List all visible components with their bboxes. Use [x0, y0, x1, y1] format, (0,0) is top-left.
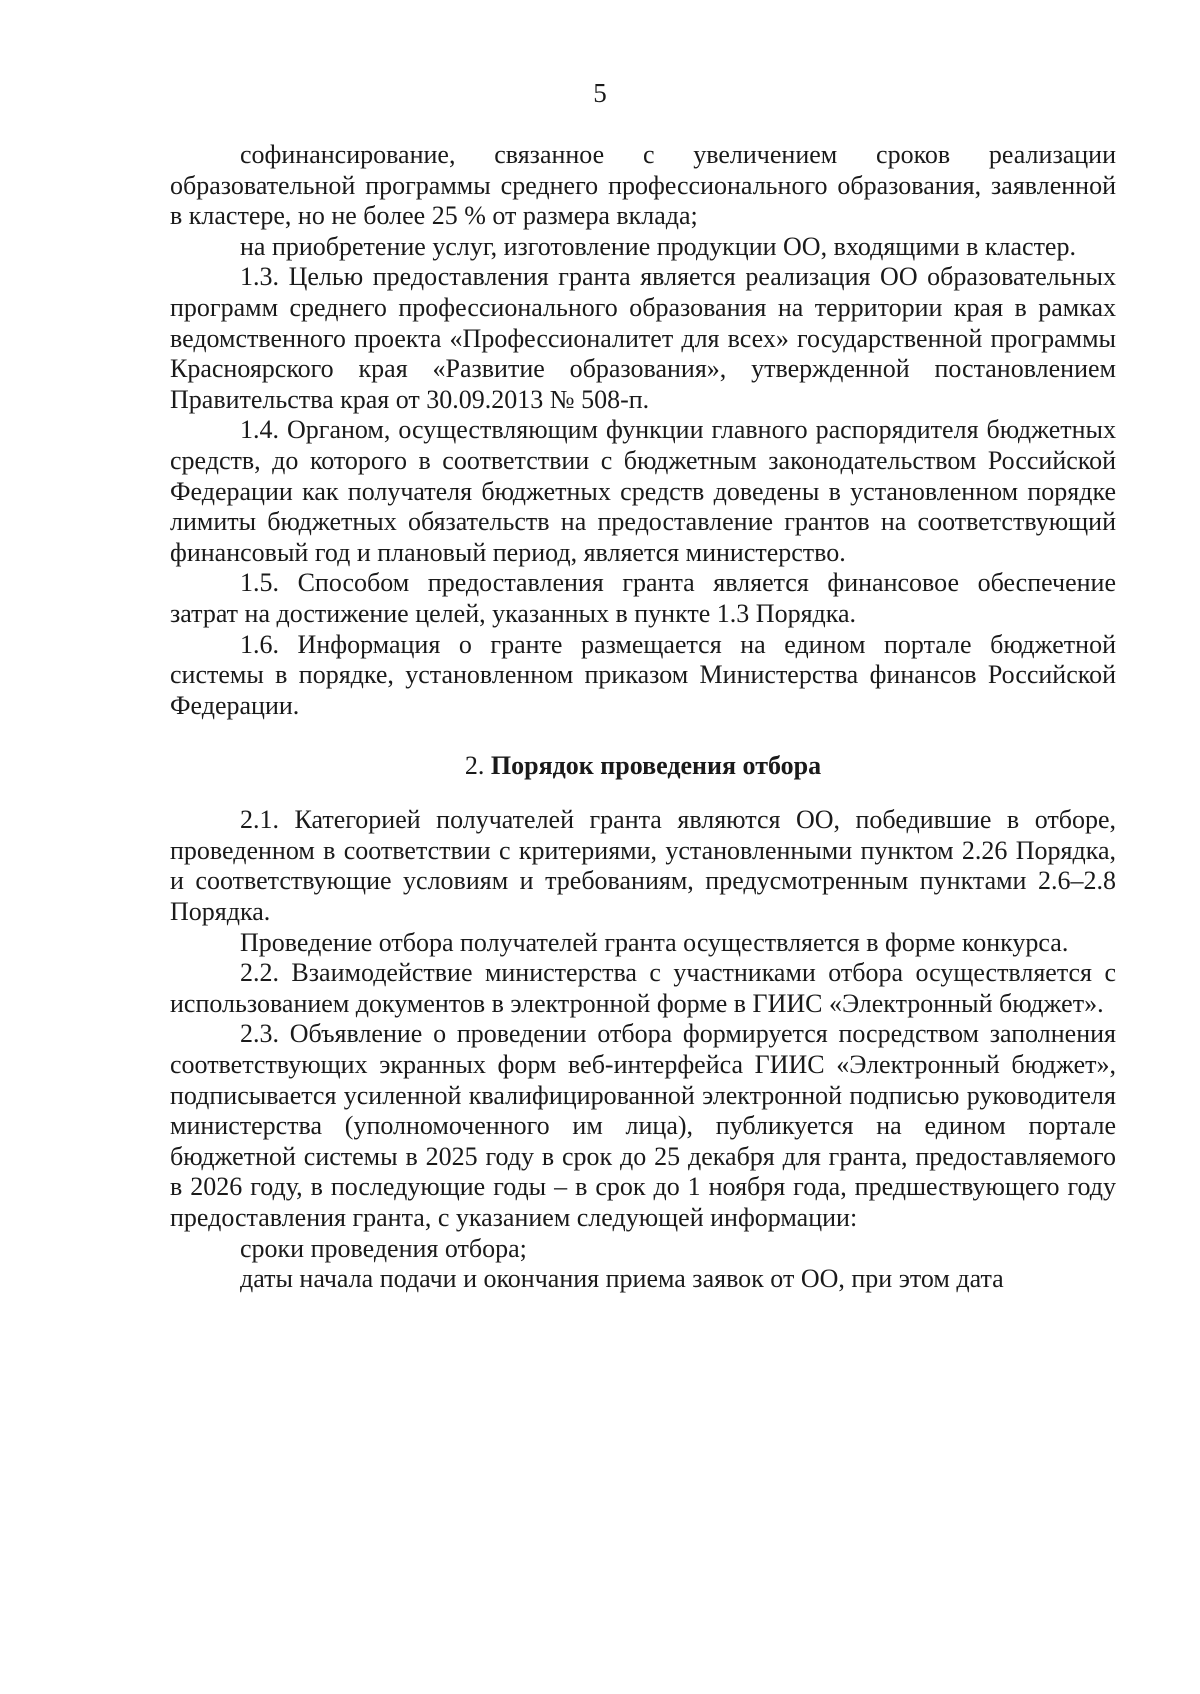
paragraph-selection-form: Проведение отбора получателей гранта осуществляется в форме конкурса. — [240, 927, 1069, 957]
paragraph-1-4: 1.4. Органом, осуществляющим функции главного распорядителя бюджетных средств, до которого в соответствии с бюджетным законодательством Российской Федерации как получателя бюджетных средств доведены в установленном порядке лимиты бюджетных обязательств на предоставление грантов на соответствующий финансовый год и плановый период, является министерство. — [170, 415, 1116, 567]
document-body — [170, 140, 1116, 1295]
paragraph-2-3: 2.3. Объявление о проведении отбора формируется посредством заполнения соответствующих экранных форм веб-интерфейса ГИИС «Электронный бюджет», подписывается усиленной квалифицированной электронной подписью руководителя министерства (уполномоченного им лица), публикуется на едином портале бюджетной системы в 2025 году в срок до 25 декабря для гранта, предоставляемого в 2026 году, в последующие годы – в срок до 1 ноября года, предшествующего году предоставления гранта, с указанием следующей информации: — [170, 1019, 1116, 1232]
paragraph-services-purchase: на приобретение услуг, изготовление продукции ОО, входящими в кластер. — [240, 231, 1076, 261]
section-number: 2. — [464, 751, 485, 781]
paragraph-application-dates: даты начала подачи и окончания приема заявок от ОО, при этом дата — [240, 1264, 1004, 1294]
paragraph-1-5: 1.5. Способом предоставления гранта является финансовое обеспечение затрат на достижение целей, указанных в пункте 1.3 Порядка. — [170, 568, 1116, 628]
paragraph-cofinancing: софинансирование, связанное с увеличением сроков реализации образовательной программы среднего профессионального образования, заявленной в кластере, но не более 25 % от размера вклада; — [170, 140, 1116, 231]
section-title: Порядок проведения отбора — [490, 751, 822, 781]
section-heading — [170, 751, 1116, 781]
paragraph-2-1: 2.1. Категорией получателей гранта являются ОО, победившие в отборе, проведенном в соответствии с критериями, установленными пунктом 2.26 Порядка, и соответствующие условиям и требованиям, предусмотренным пунктами 2.6–2.8 Порядка. — [170, 805, 1116, 927]
paragraph-1-6: 1.6. Информация о гранте размещается на едином портале бюджетной системы в порядке, установленном приказом Министерства финансов Российской Федерации. — [170, 629, 1116, 720]
page-number: 5 — [593, 78, 607, 108]
paragraph-selection-terms: сроки проведения отбора; — [240, 1233, 527, 1263]
paragraph-1-3: 1.3. Целью предоставления гранта является реализация ОО образовательных программ среднего профессионального образования на территории края в рамках ведомственного проекта «Профессионалитет для всех» государственной программы Красноярского края «Развитие образования», утвержденной постановлением Правительства края от 30.09.2013 № 508-п. — [170, 262, 1116, 414]
paragraph-2-2: 2.2. Взаимодействие министерства с участниками отбора осуществляется с использованием документов в электронной форме в ГИИС «Электронный бюджет». — [170, 958, 1116, 1018]
